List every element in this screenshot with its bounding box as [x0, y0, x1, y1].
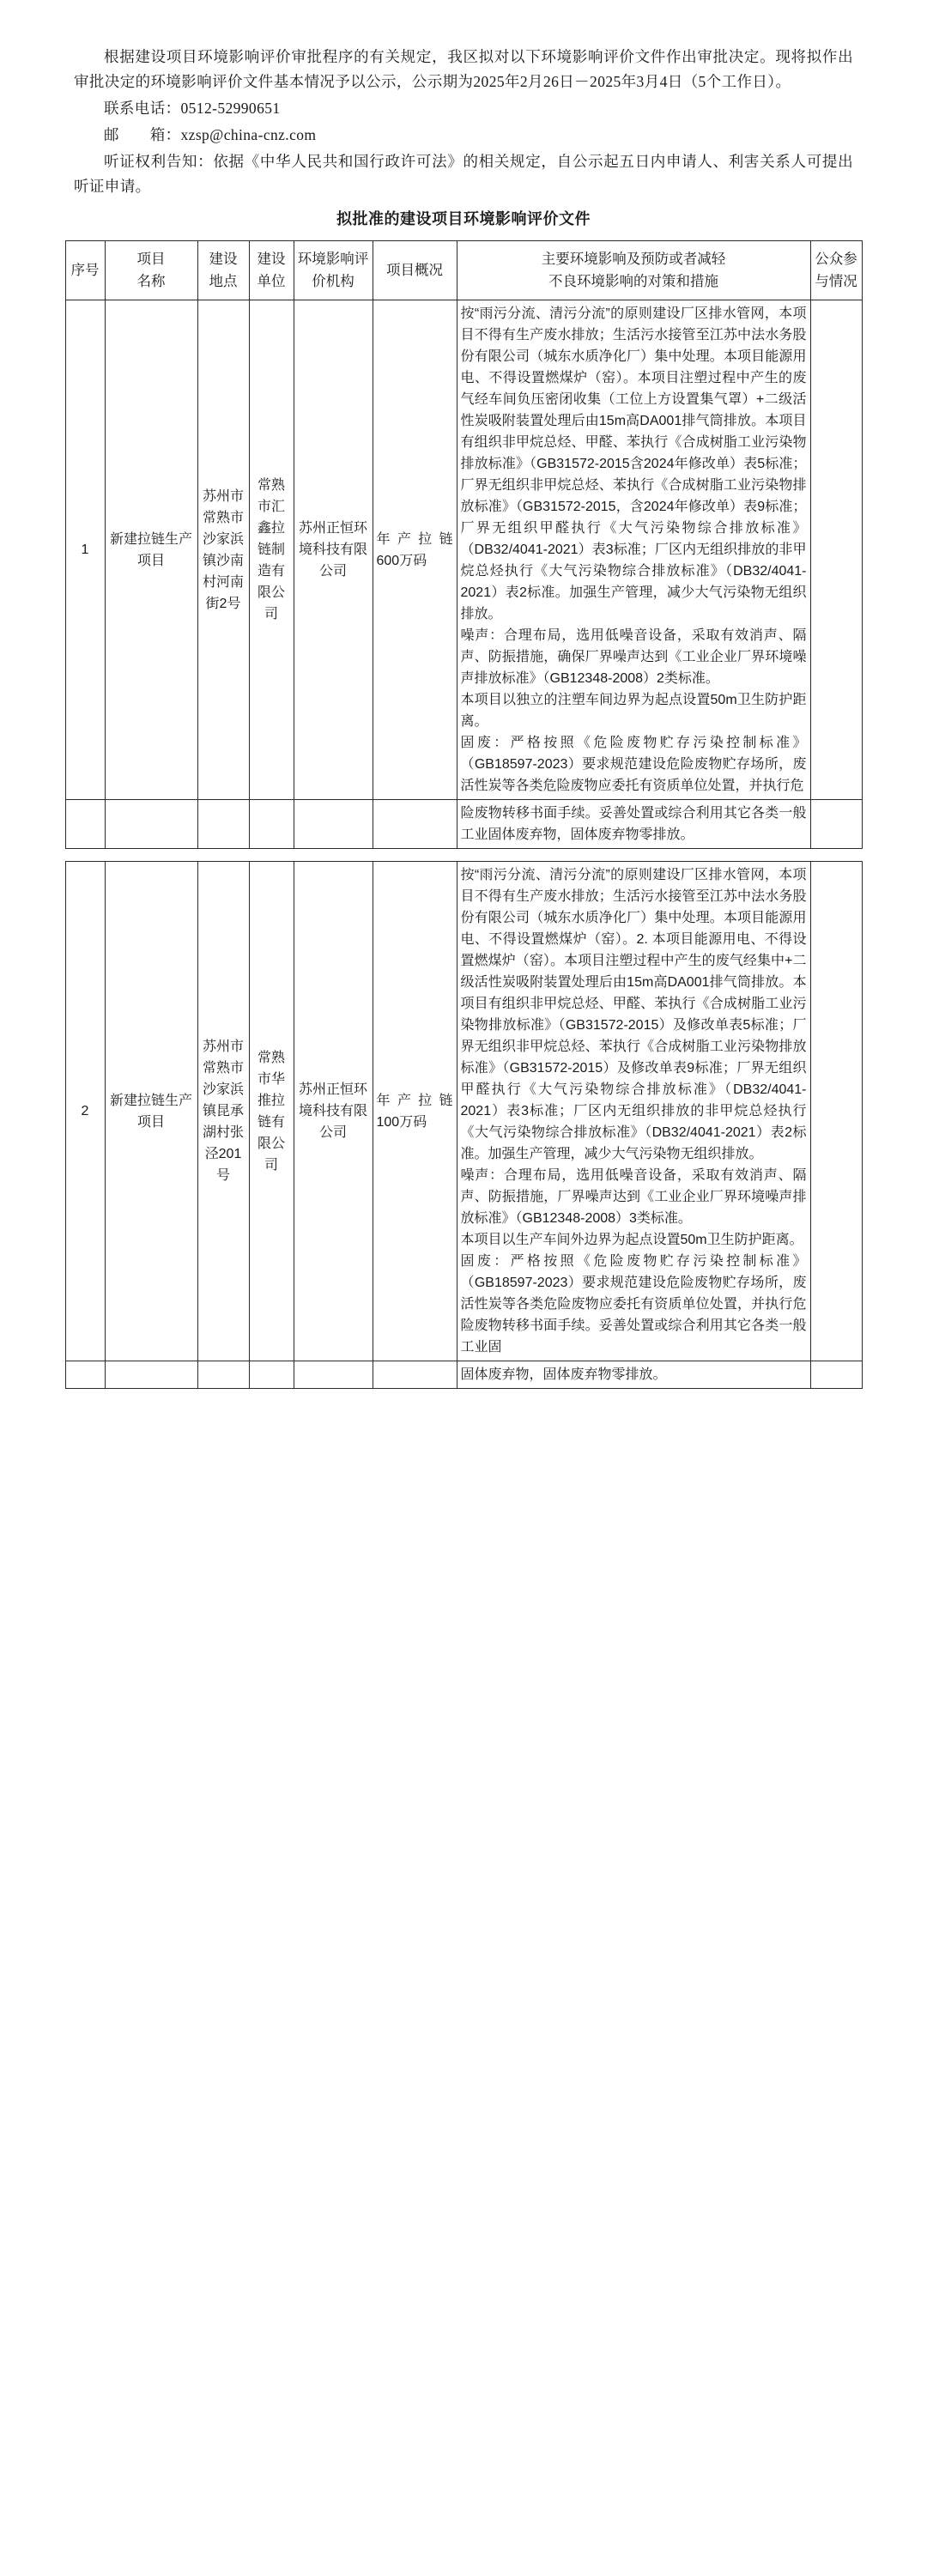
th-public-l2: 与情况	[815, 274, 857, 289]
measure-paragraph: 噪声：合理布局，选用低噪音设备，采取有效消声、隔声、防振措施，确保厂界噪声达到《工业企业厂界环境噪声排放标准》（GB12348-2008）2类标准。	[460, 628, 807, 686]
cell-org: 苏州正恒环境科技有限公司	[294, 300, 373, 800]
cell-project-name-2-cont	[105, 1361, 197, 1389]
cell-seq-cont	[65, 800, 105, 849]
cell-location-cont	[197, 800, 249, 849]
notice-paragraph: 根据建设项目环境影响评价审批程序的有关规定，我区拟对以下环境影响评价文件作出审批决定。现将拟作出审批决定的环境影响评价文件基本情况予以公示，公示期为2025年2月26日－2025年3月4日（5个工作日）。	[74, 48, 853, 90]
th-project-name	[105, 241, 197, 300]
table-row	[65, 862, 862, 1361]
phone-value: 0512-52990651	[180, 100, 281, 117]
cell-public-2-cont	[810, 1361, 862, 1389]
measure-paragraph: 噪声：合理布局，选用低噪音设备，采取有效消声、隔声、防振措施，厂界噪声达到《工业企业厂界环境噪声排放标准》（GB12348-2008）3类标准。	[460, 1168, 807, 1226]
cell-overview-cont	[373, 800, 457, 849]
th-unit-l2: 单位	[257, 274, 286, 289]
cell-main-measures	[457, 300, 810, 800]
page-title: 拟批准的建设项目环境影响评价文件	[336, 210, 591, 227]
cell-location-2: 苏州市常熟市沙家浜镇昆承湖村张泾201号	[197, 862, 249, 1361]
cell-org-2-cont	[294, 1361, 373, 1389]
measure-paragraph: 按“雨污分流、清污分流”的原则建设厂区排水管网，本项目不得有生产废水排放；生活污水接管至江苏中法水务股份有限公司（城东水质净化厂）集中处理。本项目能源用电、不得设置燃煤炉（窑）。2. 本项目能源用电、不得设置燃煤炉（窑）。本项目注塑过程中产生的废气经集中+二级活性炭吸附装置处理后由15m高DA001排气筒排放。本项目有组织非甲烷总烃、甲醛、苯执行《合成树脂工业污染物排放标准》（GB31572-2015）及修改单表5标准；厂界无组织非甲烷总烃、苯执行《合成树脂工业污染物排放标准》（GB31572-2015）及修改单表9标准；厂界无组织甲醛执行《大气污染物综合排放标准》（DB32/4041-2021）表3标准；厂区内无组织排放的非甲烷总烃执行《大气污染物综合排放标准》（DB32/4041-2021）表2标准。加强生产管理，减少大气污染物无组织排放。	[460, 868, 807, 1161]
table-row-continuation	[65, 1361, 862, 1389]
th-project-name-l1: 项目	[136, 252, 166, 267]
cell-project-name-cont	[105, 800, 197, 849]
cell-overview-2-cont	[373, 1361, 457, 1389]
th-project-name-l2: 名称	[136, 274, 166, 289]
cell-unit-2-cont	[249, 1361, 294, 1389]
th-org-l2: 价机构	[312, 274, 354, 289]
cell-location: 苏州市常熟市沙家浜镇沙南村河南街2号	[197, 300, 249, 800]
measure-paragraph: 本项目以生产车间外边界为起点设置50m卫生防护距离。	[460, 1233, 803, 1247]
cell-seq-2: 2	[65, 862, 105, 1361]
th-org	[294, 241, 373, 300]
cell-main-measures-2-cont: 固体废弃物，固体废弃物零排放。	[457, 1361, 810, 1389]
th-public	[810, 241, 862, 300]
measure-paragraph: 本项目以独立的注塑车间边界为起点设置50m卫生防护距离。	[460, 693, 807, 729]
cell-main-measures-2	[457, 862, 810, 1361]
th-unit	[249, 241, 294, 300]
cell-seq: 1	[65, 300, 105, 800]
th-location	[197, 241, 249, 300]
table-row	[65, 300, 862, 800]
approval-table-second	[65, 861, 863, 1389]
measure-paragraph: 按“雨污分流、清污分流”的原则建设厂区排水管网，本项目不得有生产废水排放；生活污水接管至江苏中法水务股份有限公司（城东水质净化厂）集中处理。本项目能源用电、不得设置燃煤炉（窑）。本项目注塑过程中产生的废气经车间负压密闭收集（工位上方设置集气罩）+二级活性炭吸附装置处理后由15m高DA001排气筒排放。本项目有组织非甲烷总烃、甲醛、苯执行《合成树脂工业污染物排放标准》（GB31572-2015含2024年修改单）表5标准；厂界无组织非甲烷总烃、苯执行《合成树脂工业污染物排放标准》（GB31572-2015，含2024年修改单）表9标准；厂界无组织甲醛执行《大气污染物综合排放标准》（DB32/4041-2021）表3标准；厂区内无组织排放的非甲烷总烃执行《大气污染物综合排放标准》（DB32/4041-2021）表2标准。加强生产管理，减少大气污染物无组织排放。	[460, 306, 807, 621]
th-main	[457, 241, 810, 300]
th-overview-l1: 项目概况	[386, 263, 443, 278]
cell-unit: 常熟市汇鑫拉链制造有限公司	[249, 300, 294, 800]
phone-label: 联系电话：	[104, 100, 181, 117]
th-location-l1: 建设	[209, 252, 238, 267]
cell-project-name-2: 新建拉链生产项目	[105, 862, 197, 1361]
th-main-l2: 不良环境影响的对策和措施	[548, 274, 718, 289]
cell-unit-cont	[249, 800, 294, 849]
notice-block	[0, 0, 927, 199]
cell-unit-2: 常熟市华推拉链有限公司	[249, 862, 294, 1361]
approval-table	[65, 240, 863, 849]
hearing-rights-notice: 听证权利告知：依据《中华人民共和国行政许可法》的相关规定，自公示起五日内申请人、利害关系人可提出听证申请。	[74, 153, 853, 195]
cell-public-2	[810, 862, 862, 1361]
cell-public	[810, 300, 862, 800]
th-seq	[65, 241, 105, 300]
th-org-l1: 环境影响评	[297, 252, 369, 267]
cell-main-measures-cont: 险废物转移书面手续。妥善处置或综合利用其它各类一般工业固体废弃物，固体废弃物零排放。	[457, 800, 810, 849]
cell-org-cont	[294, 800, 373, 849]
th-location-l2: 地点	[209, 274, 238, 289]
table-header-row	[65, 241, 862, 300]
cell-overview: 年产拉链600万码	[373, 300, 457, 800]
th-overview	[373, 241, 457, 300]
email-value: xzsp@china-cnz.com	[180, 126, 317, 143]
contact-phone-line	[74, 96, 853, 121]
th-unit-l1: 建设	[257, 252, 286, 267]
cell-location-2-cont	[197, 1361, 249, 1389]
table-row-continuation	[65, 800, 862, 849]
th-main-l1: 主要环境影响及预防或者减轻	[541, 252, 726, 267]
cell-seq-2-cont	[65, 1361, 105, 1389]
cell-overview-2: 年产拉链100万码	[373, 862, 457, 1361]
measure-paragraph: 固废：严格按照《危险废物贮存污染控制标准》（GB18597-2023）要求规范建设危险废物贮存场所，废活性炭等各类危险废物应委托有资质单位处置，并执行危险废物转移书面手续。妥善处置或综合利用其它各类一般工业固	[460, 1254, 807, 1355]
contact-email-line	[74, 123, 853, 148]
th-public-l1: 公众参	[815, 252, 857, 267]
cell-public-cont	[810, 800, 862, 849]
measure-paragraph: 固废：严格按照《危险废物贮存污染控制标准》（GB18597-2023）要求规范建设危险废物贮存场所，废活性炭等各类危险废物应委托有资质单位处置，并执行危	[460, 736, 807, 793]
th-seq-l1: 序号	[70, 263, 100, 278]
email-label: 邮 箱：	[104, 126, 181, 143]
cell-project-name: 新建拉链生产项目	[105, 300, 197, 800]
cell-org-2: 苏州正恒环境科技有限公司	[294, 862, 373, 1361]
